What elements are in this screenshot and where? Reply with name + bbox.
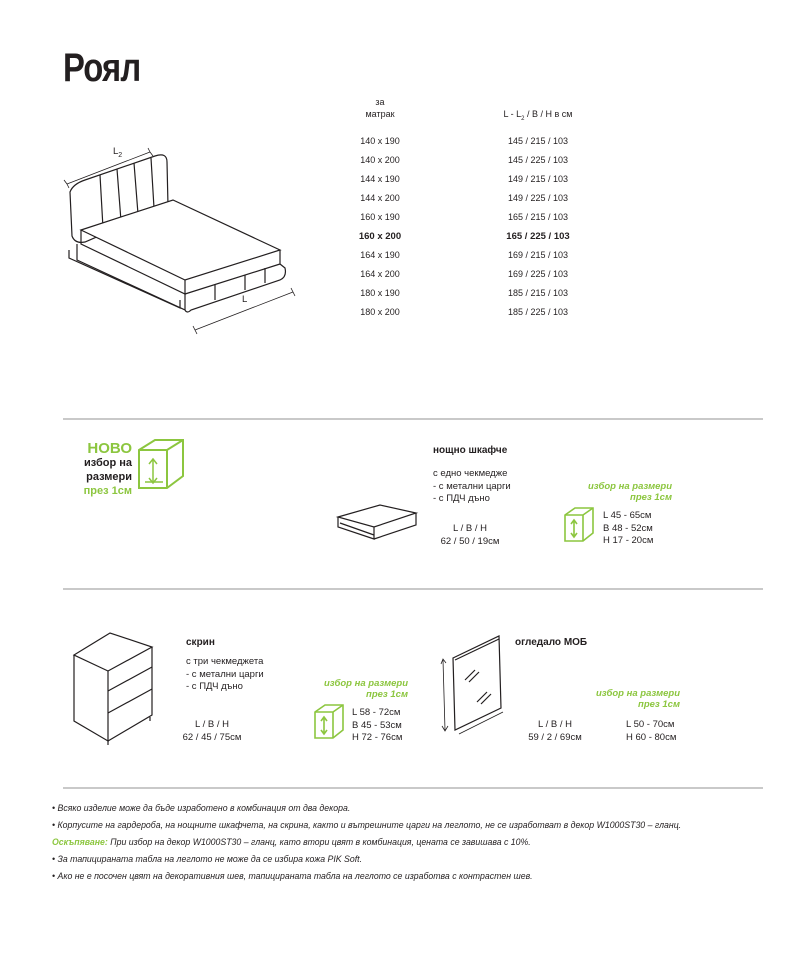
mattress-size-cell: 180 x 190 [360,288,400,298]
mattress-size-cell: 180 x 200 [360,307,400,317]
mirror-dims: L / В / Н 59 / 2 / 69см [528,719,582,743]
bed-dimension-cell: 145 / 215 / 103 [507,136,569,146]
resize-cube-icon [562,505,596,545]
footnote: • Всяко изделие може да бъде изработено в комбинация от два декора. [52,803,351,814]
nightstand-ranges: L 45 - 65см В 48 - 52см Н 17 - 20см [603,510,654,546]
mirror-title: огледало МОБ [515,637,588,648]
novo-badge [68,442,132,498]
bed-dimension-cell: 185 / 215 / 103 [507,288,569,298]
nightstand-title: нощно шкафче [433,445,508,456]
mattress-column-header: за матрак [365,97,395,119]
bed-dimensions-list [488,132,588,322]
mirror-drawing [435,630,515,740]
resize-cube-icon [135,436,187,494]
divider [63,588,763,590]
chest-dims: L / В / Н 62 / 45 / 75см [182,719,242,743]
bed-dimension-cell: 145 / 225 / 103 [507,155,569,165]
page-title: Роял [63,46,141,90]
footnote: • Корпусите на гардероба, на нощните шкафчета, на скрина, както и вътрешните царги на леглото, не се изработват в декор W1000ST30 – гланц. [52,820,682,831]
mattress-size-cell: 140 x 190 [360,136,400,146]
chest-drawing [70,625,160,750]
nightstand-features: с едно чекмедже - с метални царги - с ПДЧ дъно [433,468,511,504]
chest-features: с три чекмеджета - с метални царги - с ПДЧ дъно [186,656,264,692]
mattress-size-cell: 164 x 190 [360,250,400,260]
divider [63,787,763,789]
novo-label: НОВО [87,440,132,457]
bed-dimension-cell: 149 / 215 / 103 [507,174,569,184]
mattress-size-cell: 160 x 200 [358,231,402,242]
footnote: Оскъпяване: При избор на декор W1000ST30 – гланц, като втори цвят в комбинация, цената се завишава с 10%. [52,837,531,848]
novo-text-2: размери [86,471,132,483]
mirror-ranges: L 50 - 70см Н 60 - 80см [626,719,677,743]
mirror-size-choice: избор на размери през 1см [595,688,680,710]
bed-dimension-cell: 149 / 225 / 103 [507,193,569,203]
mattress-size-cell: 144 x 190 [360,174,400,184]
footnotes [52,800,724,885]
dim-label-l: L [242,294,248,305]
nightstand-dims: L / В / Н 62 / 50 / 19см [440,523,500,547]
nightstand-drawing [330,495,420,545]
divider [63,418,763,420]
chest-size-choice: избор на размери през 1см [323,678,408,700]
bed-dimension-cell: 165 / 225 / 103 [506,231,570,242]
footnote: • Ако не е посочен цвят на декоративния шев, тапицираната табла на леглото се изработва с контрастен шев. [52,871,533,882]
bed-dimension-cell: 169 / 225 / 103 [507,269,569,279]
bed-dimension-cell: 185 / 225 / 103 [507,307,569,317]
resize-cube-icon [312,702,346,742]
bed-dimension-cell: 165 / 215 / 103 [507,212,569,222]
chest-ranges: L 58 - 72см В 45 - 53см Н 72 - 76см [352,707,403,743]
bed-drawing [55,140,305,340]
nightstand-size-choice: избор на размери през 1см [587,481,672,503]
mattress-size-cell: 164 x 200 [360,269,400,279]
mattress-size-cell: 140 x 200 [360,155,400,165]
footnote-highlight: Оскъпяване: [52,837,108,848]
novo-text-3: през 1см [83,485,132,497]
dim-label-l2: $L_2$ [113,146,123,159]
chest-title: скрин [186,637,215,648]
novo-text-1: избор на [83,457,132,469]
footnote: • За тапицираната табла на леглото не може да се избира кожа PIK Soft. [52,854,363,865]
mattress-size-cell: 160 x 190 [360,212,400,222]
mattress-sizes-list [345,132,415,322]
mattress-size-cell: 144 x 200 [360,193,400,203]
dims-column-header: L - $L_2$ / В / Н в см [503,109,573,122]
bed-dimension-cell: 169 / 215 / 103 [507,250,569,260]
